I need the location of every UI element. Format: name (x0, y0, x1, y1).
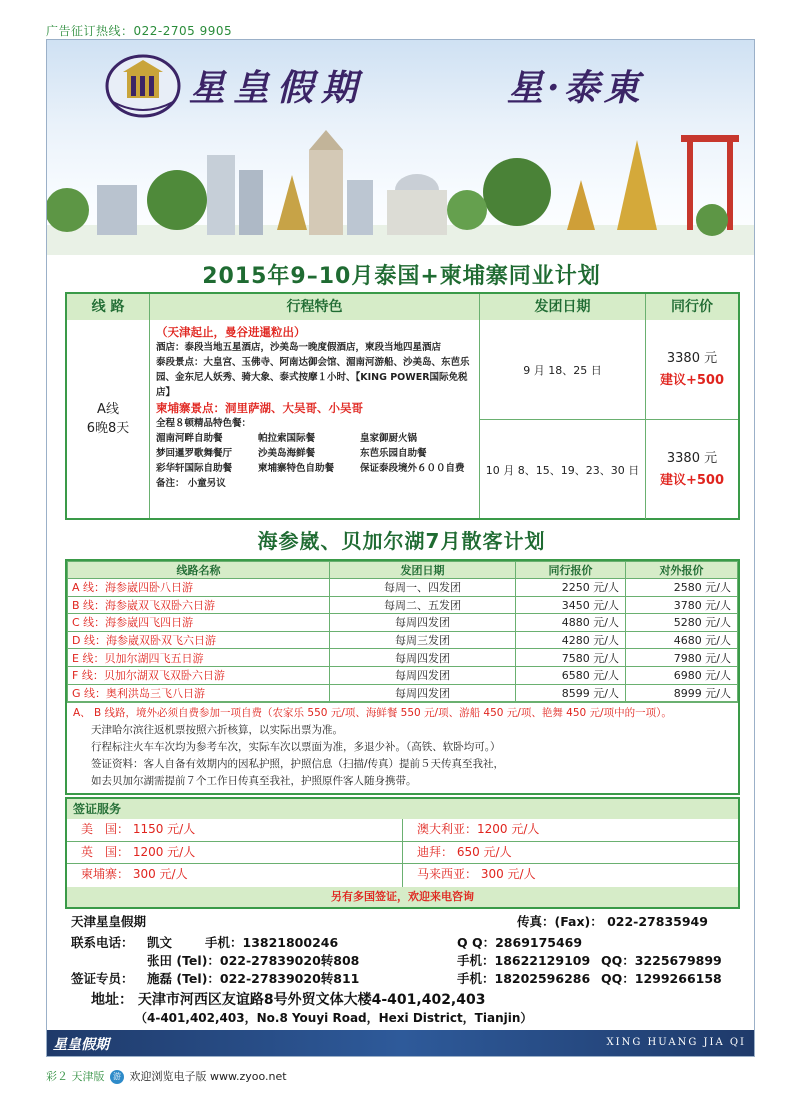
feature-meals-title: 全程８顿精品特色餐： (156, 418, 252, 429)
route-peer-price: 8599 元/人 (516, 684, 626, 702)
meal-item: 保证泰段境外６００自费 (360, 463, 465, 474)
table-row (68, 649, 738, 667)
route-peer-price: 3450 元/人 (516, 596, 626, 614)
route-date: 每周四发团 (330, 614, 516, 632)
table-row (68, 666, 738, 684)
thai-headline: 2015年9–10月泰国+柬埔寨同业计划 (202, 264, 601, 289)
route-retail-price: 3780 元/人 (626, 596, 738, 614)
feature-spots: 泰段景点：大皇宫、玉佛寺、阿南达御会馆、湄南河游船、沙美岛、东芭乐园、金东尼人妖秀、骑大象、泰式按摩１小时、【KING POWER国际免税店】 (156, 357, 470, 398)
meal-grid (156, 431, 473, 476)
page-number: 彩２ 天津版 (46, 1070, 105, 1083)
departure-date: 9 月 18、25 日 (480, 320, 646, 419)
contact-qq: QQ：3225679899 (601, 953, 722, 968)
route-name: C 线：海参崴四飞四日游 (68, 614, 330, 632)
note-line: 如去贝加尔湖需提前７个工作日传真至我社，护照原件客人随身携带。 (91, 775, 417, 788)
footer-brand-pinyin: XING HUANG JIA QI (606, 1037, 746, 1048)
address: 地址： 天津市河西区友谊路8号外贸文体大楼4-401,402,403 (91, 992, 486, 1008)
route-date: 每周四发团 (330, 684, 516, 702)
route-retail-price: 6980 元/人 (626, 666, 738, 684)
peer-price: 3380 元 (666, 350, 718, 366)
route-name: A 线：海参崴四卧八日游 (68, 579, 330, 597)
meal-item: 湄南河畔自助餐 (156, 433, 223, 444)
route-peer-price: 7580 元/人 (516, 649, 626, 667)
header-departure: 发团日期 (330, 562, 516, 579)
note-line: 天津哈尔滨往返机票按照六折核算，以实际出票为准。 (91, 724, 343, 737)
ad-hotline: 广告征订热线：022-2705 9905 (46, 24, 233, 38)
route-date: 每周四发团 (330, 649, 516, 667)
header-features: 行程特色 (150, 294, 480, 320)
contact-mobile: 手机：18202596286 (457, 971, 591, 986)
table-row (68, 596, 738, 614)
route-date: 每周二、五发团 (330, 596, 516, 614)
note-line: A、 B 线路，境外必须自费参加一项自费（农家乐 550 元/项、海鲜餐 550 元/项、游船 450 元/项、艳舞 450 元/项中的一项）。 (73, 707, 672, 720)
route-date: 每周三发团 (330, 631, 516, 649)
russia-headline: 海参崴、贝加尔湖7月散客计划 (257, 529, 546, 553)
route-date: 每周四发团 (330, 666, 516, 684)
visa-item: 英 国： 1200 元/人 (67, 841, 402, 863)
flyer-page (46, 39, 755, 1057)
feature-start: （天津起止，曼谷进暹粒出） (156, 325, 306, 339)
skyline-illustration (47, 130, 755, 255)
address-english: （4-401,402,403，No.8 Youyi Road，Hexi District，Tianjin） (135, 1011, 533, 1025)
peer-price: 3380 元 (666, 450, 718, 466)
meal-item: 沙美岛海鲜餐 (258, 448, 316, 459)
visa-title: 签证服务 (67, 799, 738, 819)
fax-number: 传真：(Fax)： 022-27835949 (517, 914, 708, 929)
route-duration: 6晚8天 (86, 421, 130, 436)
route-name: F 线：贝加尔湖双飞双卧六日游 (68, 666, 330, 684)
feature-note: 备注： 小童另议 (156, 478, 226, 489)
visa-item: 澳大利亚：1200 元/人 (417, 822, 540, 836)
footer-bar (47, 1030, 755, 1057)
visa-item: 柬埔寨： 300 元/人 (67, 863, 402, 885)
header-price: 同行价 (646, 294, 738, 320)
website-link[interactable]: 欢迎浏览电子版 www.zyoo.net (129, 1070, 287, 1083)
note-line: 签证资料：客人自备有效期内的因私护照，护照信息（扫描/传真）提前５天传真至我社， (91, 758, 505, 771)
note-line: 行程标注火车车次均为参考车次，实际车次以票面为准，多退少补。（高铁、软卧均可。） (91, 741, 501, 754)
contact-tel: 施磊 (Tel)：022-27839020转811 (147, 971, 360, 986)
meal-item: 皇家御厨火锅 (360, 433, 418, 444)
header-route-name: 线路名称 (68, 562, 330, 579)
logo-emblem-icon (103, 52, 183, 120)
page-footer (46, 1068, 287, 1084)
company-name: 天津星皇假期 (71, 914, 147, 929)
route-date: 每周一、四发团 (330, 579, 516, 597)
meal-item: 梦回暹罗歌舞餐厅 (156, 448, 233, 459)
visa-item: 迪拜： 650 元/人 (403, 841, 738, 863)
contact-mobile: 手机：13821800246 (205, 935, 339, 950)
route-peer-price: 4280 元/人 (516, 631, 626, 649)
table-row (68, 614, 738, 632)
route-name: G 线：奥利洪岛三飞八日游 (68, 684, 330, 702)
visa-services (65, 797, 740, 909)
table-row (68, 684, 738, 702)
table-row (68, 631, 738, 649)
header-dates: 发团日期 (480, 294, 646, 320)
visa-item: 马来西亚： 300 元/人 (403, 863, 738, 885)
visa-agent-label: 签证专员： (71, 971, 134, 986)
route-peer-price: 2250 元/人 (516, 579, 626, 597)
route-name: A线 (97, 402, 119, 417)
contact-tel: 张田 (Tel)：022-27839020转808 (147, 953, 360, 968)
price-cell (646, 320, 738, 419)
meal-item: 东芭乐园自助餐 (360, 448, 427, 459)
route-retail-price: 7980 元/人 (626, 649, 738, 667)
route-notes (67, 702, 738, 793)
russia-route-table (65, 559, 740, 795)
route-retail-price: 2580 元/人 (626, 579, 738, 597)
departure-date: 10 月 8、15、19、23、30 日 (480, 420, 646, 519)
suggested-markup: 建议+500 (659, 372, 725, 388)
contact-qq: QQ：1299266158 (601, 971, 722, 986)
brand-title: 星皇假期 (189, 67, 366, 109)
contact-qq: Q Q：2869175469 (457, 935, 583, 950)
meal-item: 帕拉索国际餐 (258, 433, 316, 444)
suggested-markup: 建议+500 (659, 472, 725, 488)
header-retail-price: 对外报价 (626, 562, 738, 579)
route-peer-price: 4880 元/人 (516, 614, 626, 632)
visa-item: 美 国： 1150 元/人 (81, 822, 196, 836)
meal-item: 柬埔寨特色自助餐 (258, 463, 335, 474)
phone-label: 联系电话： (71, 935, 134, 950)
brand-subtitle: 星·泰東 (507, 67, 644, 109)
route-features-cell (150, 320, 480, 518)
visa-footer-note: 另有多国签证，欢迎来电咨询 (67, 887, 738, 907)
header-route: 线 路 (67, 294, 150, 320)
route-retail-price: 5280 元/人 (626, 614, 738, 632)
header-peer-price: 同行报价 (516, 562, 626, 579)
meal-item: 彩华轩国际自助餐 (156, 463, 233, 474)
contact-mobile: 手机：18622129109 (457, 953, 591, 968)
route-retail-price: 8999 元/人 (626, 684, 738, 702)
route-name: E 线：贝加尔湖四飞五日游 (68, 649, 330, 667)
route-name: B 线：海参崴双飞双卧六日游 (68, 596, 330, 614)
route-peer-price: 6580 元/人 (516, 666, 626, 684)
feature-hotel: 酒店：泰段当地五星酒店，沙美岛一晚度假酒店，柬段当地四星酒店 (156, 342, 442, 353)
zyoo-badge-icon: 游 (110, 1070, 124, 1084)
banner (47, 40, 755, 255)
route-line-cell (67, 320, 150, 518)
footer-brand: 星皇假期 (53, 1037, 109, 1053)
contact-name: 凯文 (147, 935, 173, 950)
table-row (68, 579, 738, 597)
thai-route-table (65, 292, 740, 520)
price-cell (646, 420, 738, 519)
route-retail-price: 4680 元/人 (626, 631, 738, 649)
route-name: D 线：海参崴双卧双飞六日游 (68, 631, 330, 649)
feature-cambodia: 柬埔寨景点：洞里萨湖、大吴哥、小吴哥 (156, 401, 363, 415)
